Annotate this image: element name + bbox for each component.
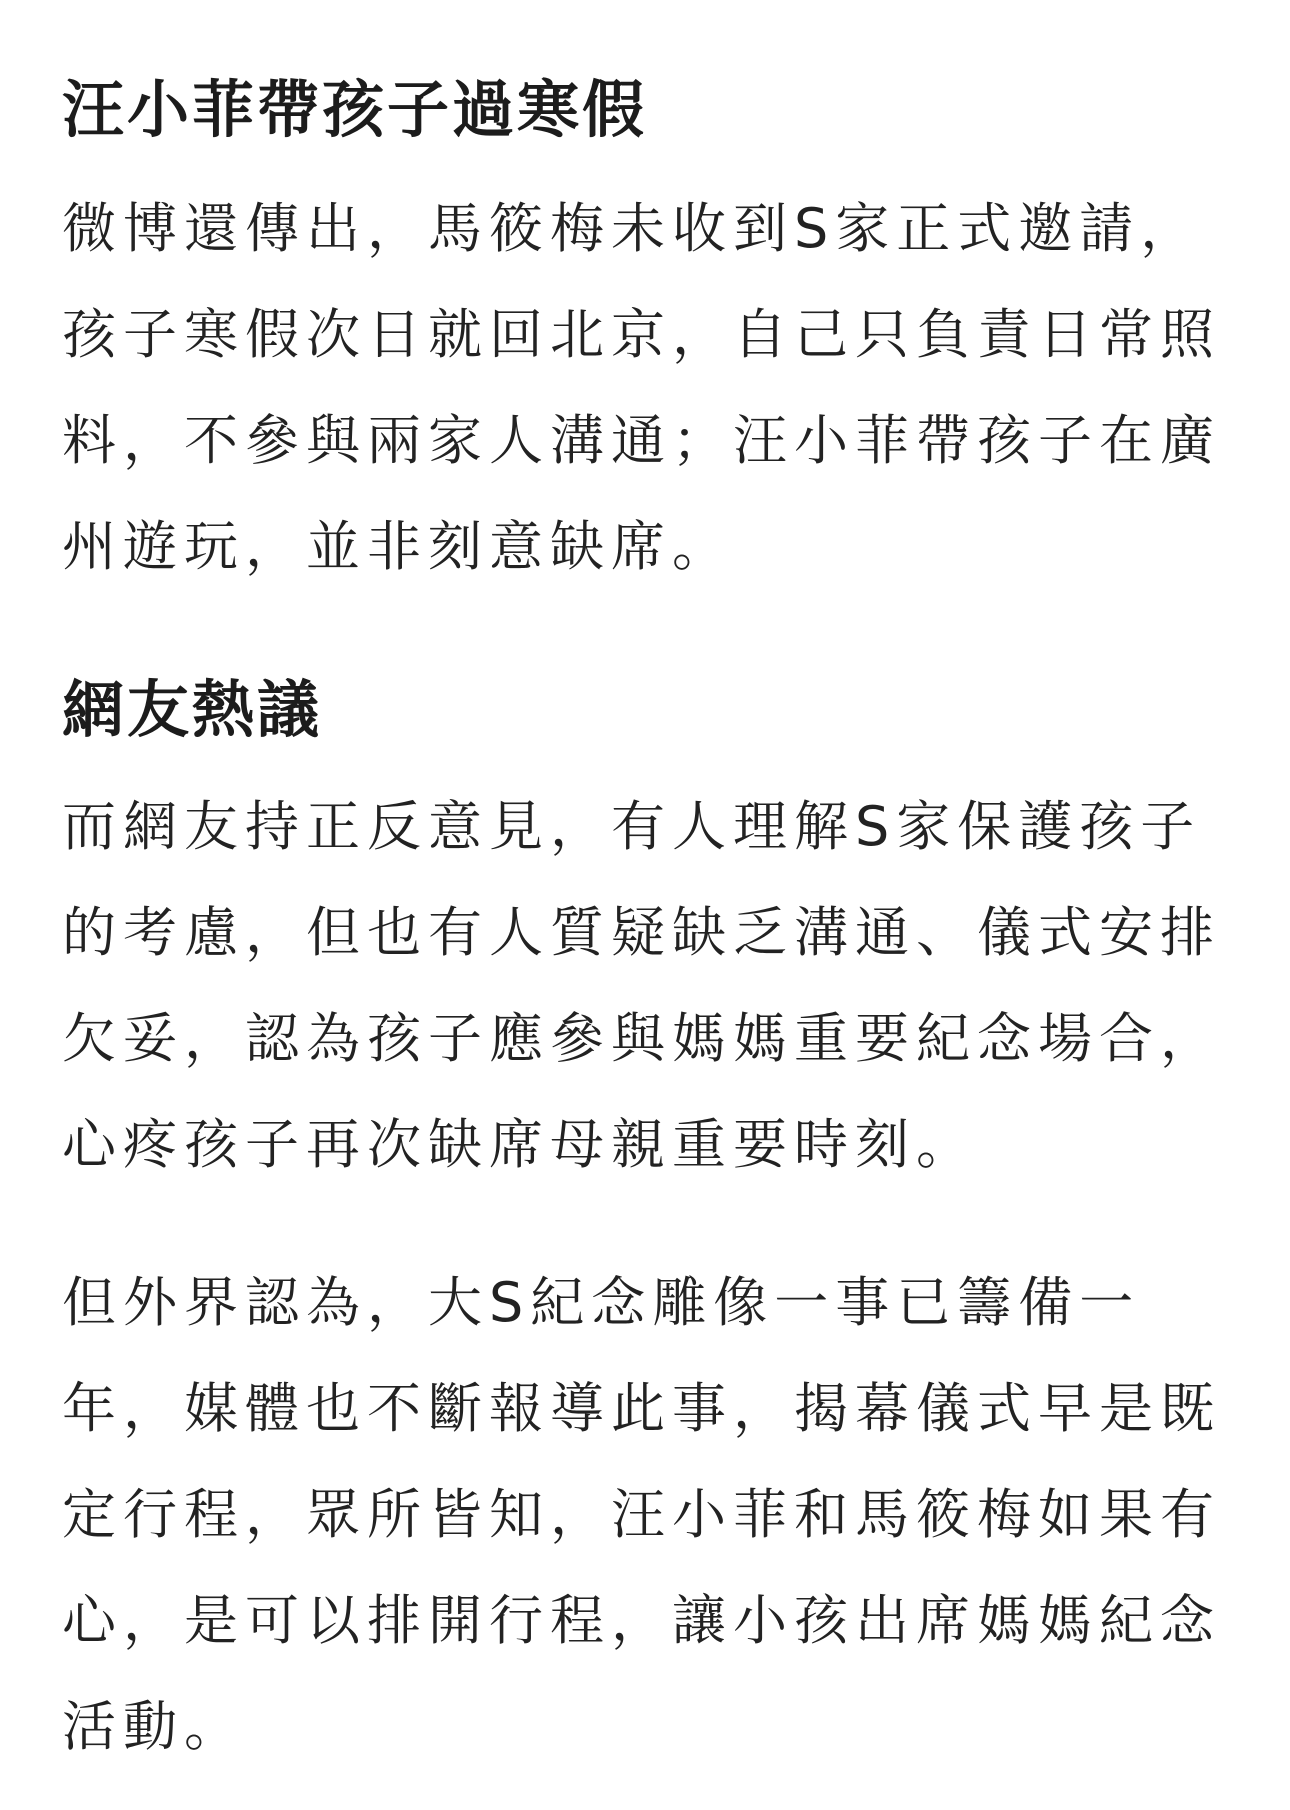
paragraph-netizen-opinions: 而網友持正反意見，有人理解S家保護孩子的考慮，但也有人質疑缺乏溝通、儀式安排欠妥，認為孩子應參與媽媽重要紀念場合，心疼孩子再次缺席母親重要時刻。 bbox=[62, 795, 1221, 1176]
section-heading-netizens-discuss: 網友熱議 bbox=[62, 673, 323, 746]
paragraph-public-view: 但外界認為，大S紀念雕像一事已籌備一年，媒體也不斷報導此事，揭幕儀式早是既定行程，眾所皆知，汪小菲和馬筱梅如果有心，是可以排開行程，讓小孩出席媽媽紀念活動。 bbox=[62, 1271, 1221, 1758]
section-heading-winter-vacation: 汪小菲帶孩子過寒假 bbox=[62, 73, 648, 146]
paragraph-weibo-report: 微博還傳出，馬筱梅未收到S家正式邀請，孩子寒假次日就回北京，自己只負責日常照料，不參與兩家人溝通；汪小菲帶孩子在廣州遊玩，並非刻意缺席。 bbox=[62, 197, 1221, 578]
